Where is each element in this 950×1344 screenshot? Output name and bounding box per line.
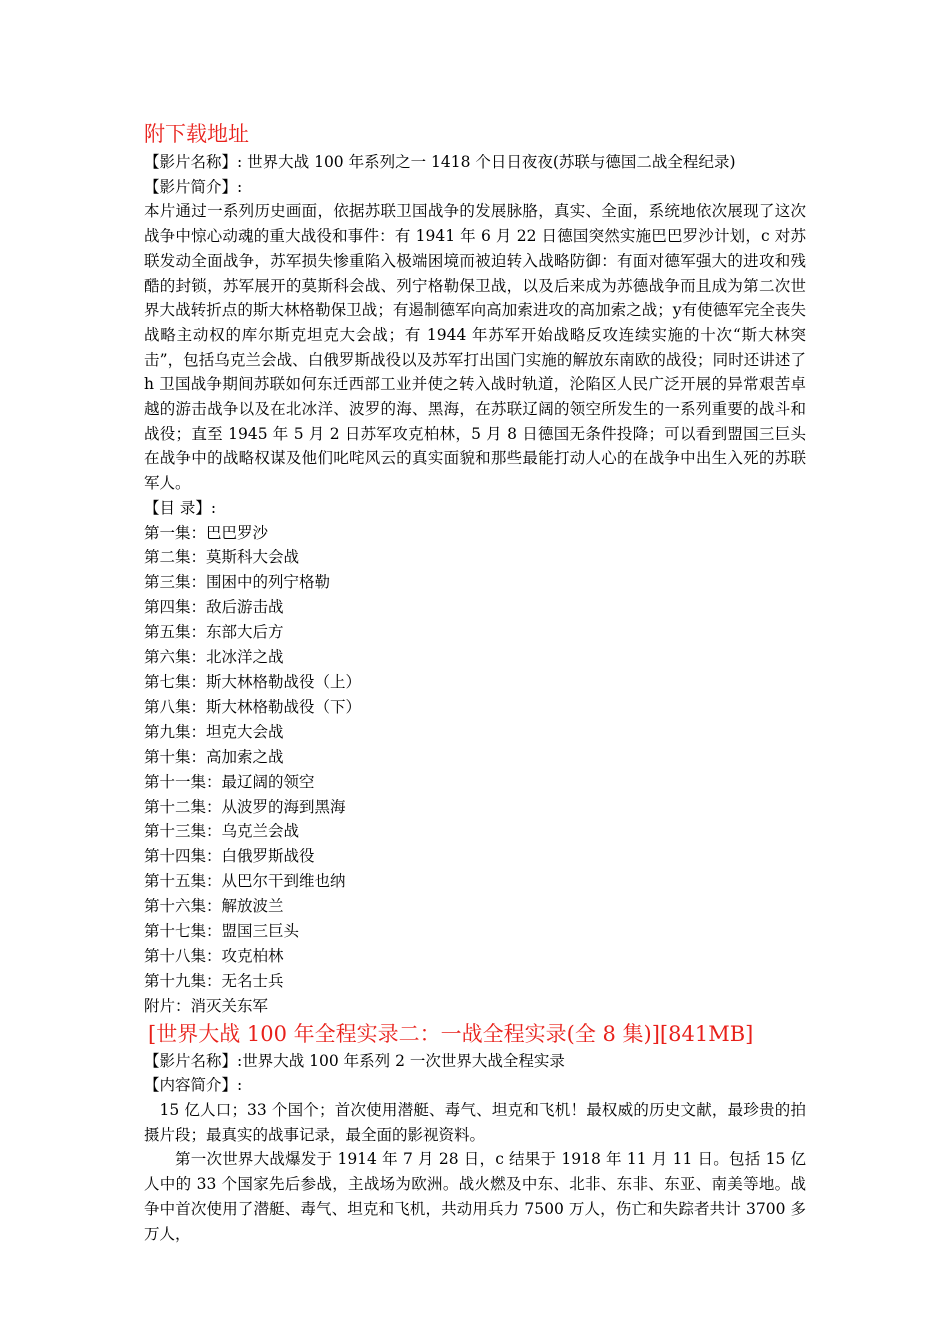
document-page xyxy=(144,118,806,1246)
episode-list xyxy=(144,521,806,1019)
list-item: 第十六集：解放波兰 xyxy=(144,897,284,916)
list-item: 第四集：敌后游击战 xyxy=(144,598,284,617)
ww1-content-label: 【内容简介】: xyxy=(144,1076,243,1095)
list-item: 第九集：坦克大会战 xyxy=(144,722,284,741)
ww1-paragraph-1: 15 亿人口；33 个国个；首次使用潜艇、毒气、坦克和飞机！最权威的历史文献，最珍贵的拍摄片段；最真实的战事记录，最全面的影视资料。 xyxy=(144,1101,806,1144)
intro-paragraph: 本片通过一系列历史画面，依据苏联卫国战争的发展脉胳，真实、全面，系统地依次展现了这次战争中惊心动魂的重大战役和事件：有 1941 年 6 月 22 日德国突然实施巴巴罗沙计划，c 对苏联发动全面战争，苏军损失惨重陷入极端困境而被迫转入战略防御：有面对德军强大的进攻和残酷的封锁，苏军展开的莫斯科会战、列宁格勒保卫战，以及后来成为苏德战争而且成为第二次世界大战转折点的斯大林格勒保卫战；有遏制德军向高加索进攻的高加索之战；y有使德军完全丧失战略主动权的库尔斯克坦克大会战；有 1944 年苏军开始战略反攻连续实施的十次“斯大林突击”，包括乌克兰会战、白俄罗斯战役以及苏军打出国门实施的解放东南欧的战役；同时还讲述了 h 卫国战争期间苏联如何东迁西部工业并使之转入战时轨道，沦陷区人民广泛开展的异常艰苦卓越的游击战争以及在北冰洋、波罗的海、黑海，在苏联辽阔的领空所发生的一系列重要的战斗和战役；直至 1945 年 5 月 2 日苏军攻克柏林，5 月 8 日德国无条件投降；可以看到盟国三巨头在战争中的战略权谋及他们叱咤风云的真实面貌和那些最能打动人心的在战争中出生入死的苏联军人。 xyxy=(144,202,806,493)
list-item: 第十九集：无名士兵 xyxy=(144,971,284,990)
ww1-paragraph-2: 第一次世界大战爆发于 1914 年 7 月 28 日，c 结果于 1918 年 11 月 11 日。包括 15 亿人中的 33 个国家先后参战，主战场为欧洲。战火燃及中东、北非、东非、东亚、南美等地。战争中首次使用了潜艇、毒气、坦克和飞机，共动用兵力 7500 万人，伤亡和失踪者共计 3700 多万人， xyxy=(144,1150,806,1243)
list-item: 第十二集：从波罗的海到黑海 xyxy=(144,797,346,816)
list-item: 第五集：东部大后方 xyxy=(144,623,284,642)
toc-label: 【目 录】: xyxy=(144,498,217,517)
list-item: 第十五集：从巴尔干到维也纳 xyxy=(144,872,346,891)
list-item: 第十一集：最辽阔的领空 xyxy=(144,772,315,791)
intro-label: 【影片简介】: xyxy=(144,177,243,196)
film-name-line: 【影片名称】: 世界大战 100 年系列之一 1418 个日日夜夜(苏联与德国二战全程纪录) xyxy=(144,153,736,171)
list-item: 第一集：巴巴罗沙 xyxy=(144,523,269,542)
list-item: 附片：消灭关东军 xyxy=(144,996,269,1015)
list-item: 第十七集：盟国三巨头 xyxy=(144,922,300,941)
download-heading: 附下载地址 xyxy=(144,122,249,146)
list-item: 第八集：斯大林格勒战役（下） xyxy=(144,697,362,716)
list-item: 第十四集：白俄罗斯战役 xyxy=(144,847,315,866)
list-item: 第二集：莫斯科大会战 xyxy=(144,548,300,567)
ww1-heading: [世界大战 100 年全程实录二：一战全程实录(全 8 集)][841MB] xyxy=(148,1021,754,1046)
list-item: 第十集：高加索之战 xyxy=(144,747,284,766)
list-item: 第六集：北冰洋之战 xyxy=(144,648,284,667)
list-item: 第十八集：攻克柏林 xyxy=(144,946,284,965)
list-item: 第三集：围困中的列宁格勒 xyxy=(144,573,331,592)
list-item: 第七集：斯大林格勒战役（上） xyxy=(144,672,362,691)
list-item: 第十三集：乌克兰会战 xyxy=(144,822,300,841)
ww1-film-name-line: 【影片名称】:世界大战 100 年系列 2 一次世界大战全程实录 xyxy=(144,1051,565,1070)
